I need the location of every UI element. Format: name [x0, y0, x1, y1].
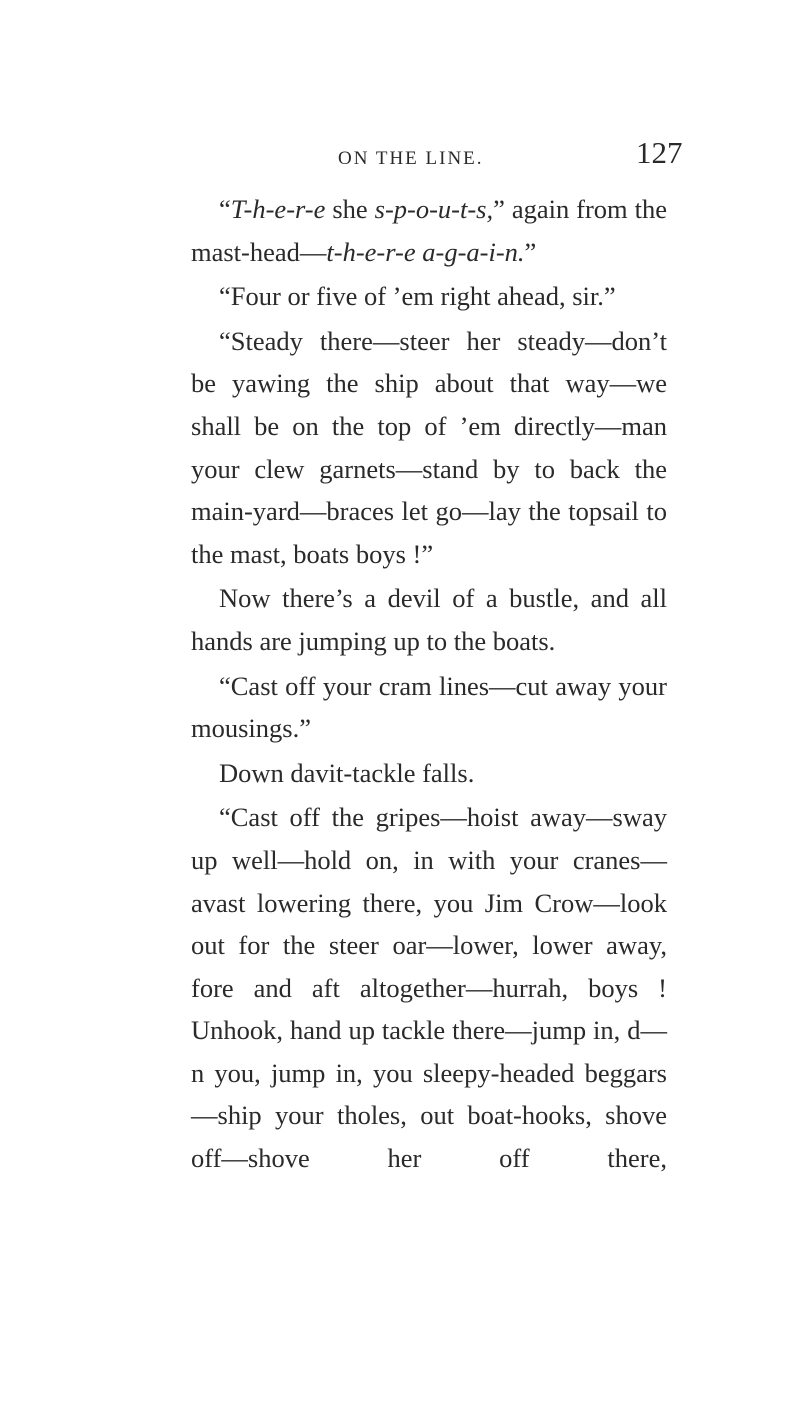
text-run: “Cast off the gripes—hoist away—sway up well—hold on, in with your cranes—avast lowering there, you Jim Crow—look out for the steer oar—lower, lower away, fore and aft altogether—hurrah, boys ! Unhook, hand up tackle there—jump in, d—n you, jump in, you sleepy-headed beggars—ship your tholes, out boat-hooks, shove off—shove her off there, — [191, 802, 667, 1174]
text-run: “Four or five of ’em right ahead, sir.” — [219, 281, 616, 312]
paragraph — [191, 577, 667, 662]
paragraph — [191, 188, 667, 273]
text-run: Now there’s a devil of a bustle, and all hands are jumping up to the boats. — [191, 583, 667, 656]
text-run: ” — [524, 236, 537, 267]
text-run: “Cast off your cram lines—cut away your mousings.” — [191, 670, 667, 744]
paragraph — [191, 275, 667, 318]
text-run: ” again from the mast-head— — [191, 194, 667, 267]
text-run: “Steady there—steer her steady—don’t be yawing the ship about that way—we shall be on the top of ’em directly—man your clew garnets—stand by to back the main-yard—braces let go—lay the topsail to the mast, boats boys !” — [191, 325, 667, 569]
paragraph — [191, 665, 667, 750]
running-head — [0, 130, 800, 170]
text-run: she — [325, 194, 375, 224]
italic-text: t-h-e-r-e a-g-a-i-n. — [326, 236, 525, 267]
paragraph — [191, 752, 667, 795]
paragraph — [191, 320, 667, 576]
italic-text: s-p-o-u-t-s, — [374, 194, 494, 224]
page-number: 127 — [636, 135, 683, 170]
paragraph — [191, 796, 667, 1179]
body-text — [191, 188, 667, 1182]
text-run: Down davit-tackle falls. — [219, 757, 475, 788]
running-title: ON THE LINE. — [338, 148, 484, 169]
text-run: “ — [219, 194, 231, 224]
italic-text: T-h-e-r-e — [230, 194, 326, 224]
